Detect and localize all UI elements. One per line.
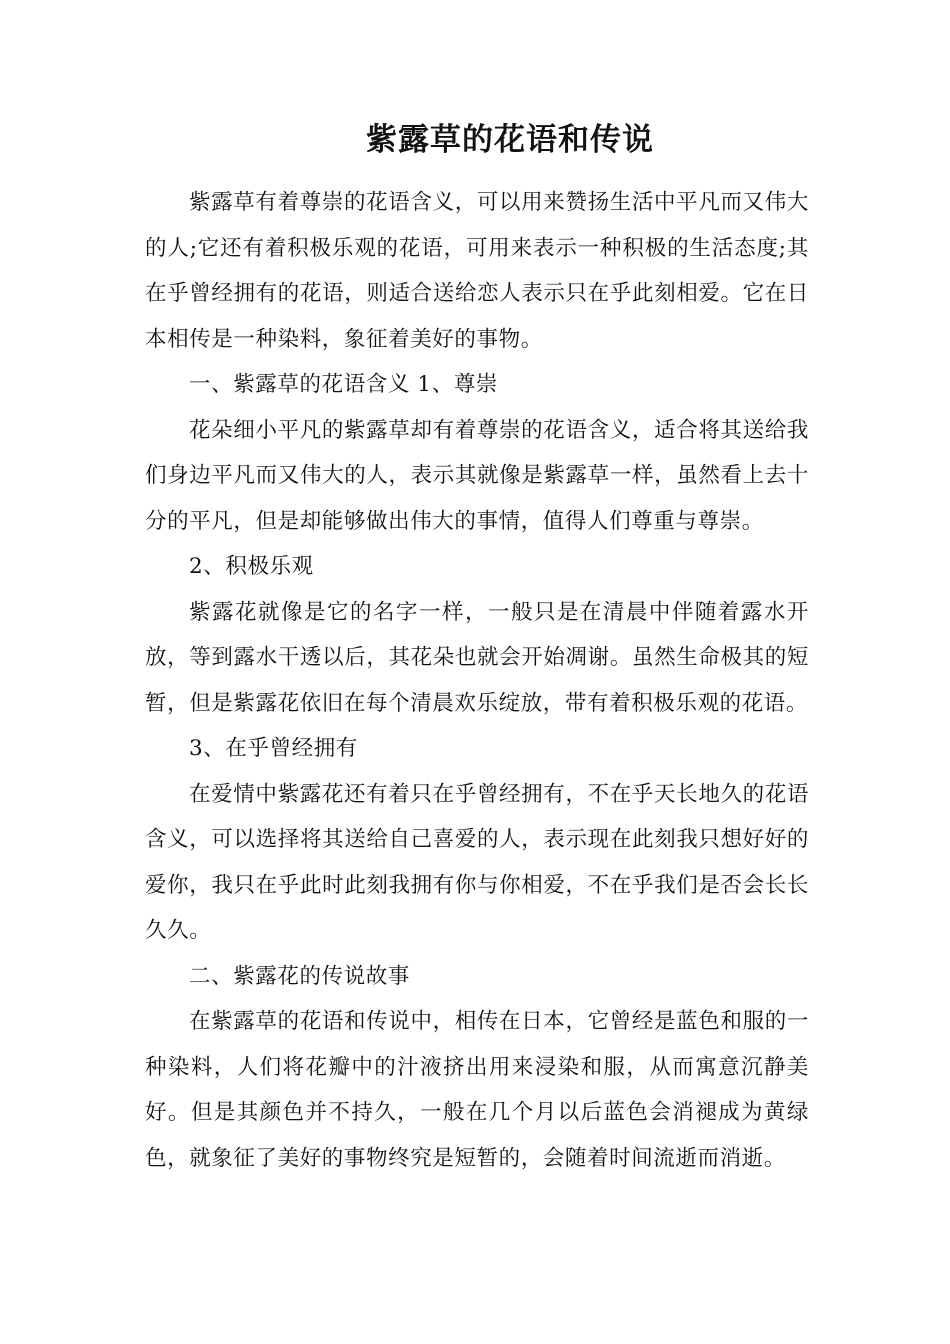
section-heading-legend: 二、紫露花的传说故事 <box>189 963 411 989</box>
paragraph-optimism: 紫露花就像是它的名字一样，一般只是在清晨中伴随着露水开放，等到露水干透以后，其花朵也就会开始凋谢。虽然生命极其的短暂，但是紫露花依旧在每个清晨欢乐绽放，带有着积极乐观的花语。 <box>145 599 809 716</box>
document-body <box>145 180 809 1181</box>
paragraph-cherish: 在爱情中紫露花还有着只在乎曾经拥有，不在乎天长地久的花语含义，可以选择将其送给自己喜爱的人，表示现在此刻我只想好好的爱你，我只在乎此时此刻我拥有你与你相爱，不在乎我们是否会长长久久。 <box>145 781 809 943</box>
section-heading-meaning-1: 一、紫露草的花语含义 1、尊崇 <box>189 372 499 397</box>
paragraph-legend: 在紫露草的花语和传说中，相传在日本，它曾经是蓝色和服的一种染料，人们将花瓣中的汁液挤出用来浸染和服，从而寓意沉静美好。但是其颜色并不持久，一般在几个月以后蓝色会消褪成为黄绿色，就象征了美好的事物终究是短暂的，会随着时间流逝而消逝。 <box>145 1009 809 1171</box>
paragraph-intro: 紫露草有着尊崇的花语含义，可以用来赞扬生活中平凡而又伟大的人;它还有着积极乐观的花语，可用来表示一种积极的生活态度;其在乎曾经拥有的花语，则适合送给恋人表示只在乎此刻相爱。它在日本相传是一种染料，象征着美好的事物。 <box>145 190 809 352</box>
paragraph-respect: 花朵细小平凡的紫露草却有着尊崇的花语含义，适合将其送给我们身边平凡而又伟大的人，表示其就像是紫露草一样，虽然看上去十分的平凡，但是却能够做出伟大的事情，值得人们尊重与尊崇。 <box>145 417 809 534</box>
document-title: 紫露草的花语和传说 <box>366 122 654 158</box>
section-heading-optimism: 2、积极乐观 <box>189 554 314 579</box>
section-heading-cherish: 3、在乎曾经拥有 <box>189 736 358 761</box>
